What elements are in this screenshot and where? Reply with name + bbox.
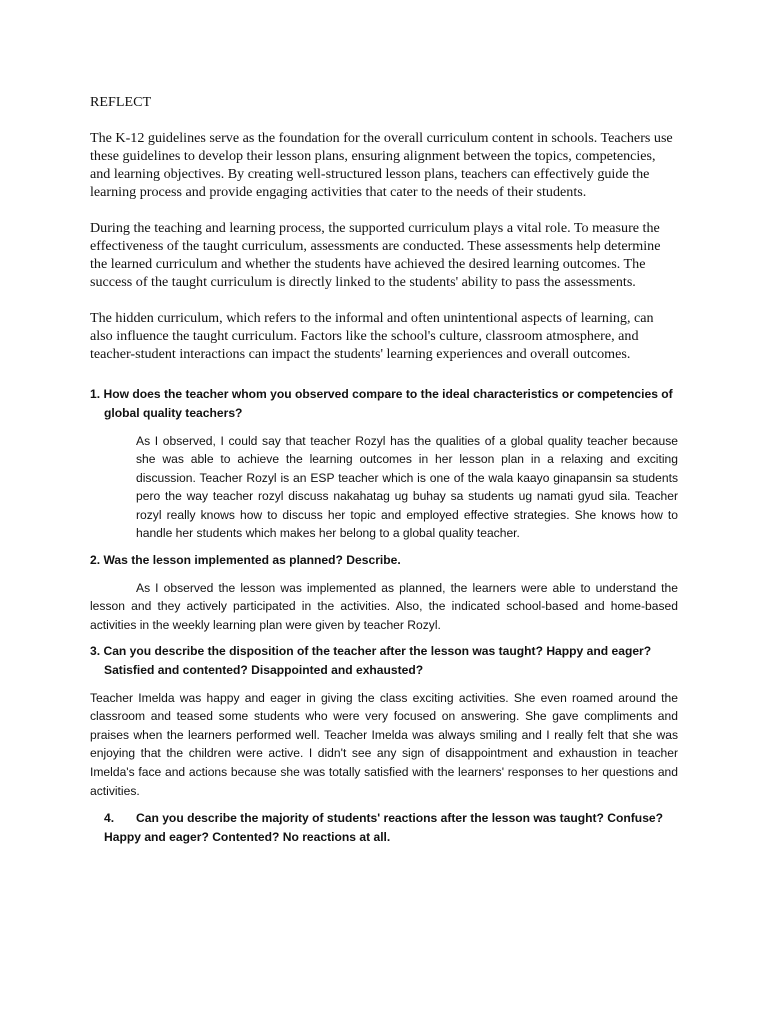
question-text: Can you describe the disposition of the teacher after the lesson was taught? Happy and eager? Satisfied and contented? Disappointed and exhausted? xyxy=(103,644,652,678)
question-3 xyxy=(90,642,678,679)
question-text: Can you describe the majority of students' reactions after the lesson was taught? Confuse? Happy and eager? Contented? No reactions at all. xyxy=(104,811,664,844)
document-page xyxy=(90,93,678,846)
question-number: 2. xyxy=(90,553,101,568)
answer-2: As I observed the lesson was implemented as planned, the learners were able to understand the lesson and they actively participated in the activities. Also, the indicated school-based and home-based activities in the weekly learning plan were given by teacher Rozyl. xyxy=(90,580,678,632)
question-number: 4. xyxy=(104,811,115,826)
question-number: 3. xyxy=(90,644,101,659)
answer-1: As I observed, I could say that teacher Rozyl has the qualities of a global quality teacher because she was able to achieve the learning outcomes in her lesson plan in a relaxing and exciting discussion. Teacher Rozyl is an ESP teacher which is one of the wala kaayo ginapansin sa students pero the way teacher rozyl discuss nakahatag ug buhay sa students ug namati gyud sila. Teacher rozyl really knows how to discuss her topic and employed effective strategies. She knows how to handle her students which makes her belong to a global quality teacher. xyxy=(136,433,678,541)
intro-paragraph-2: During the teaching and learning process, the supported curriculum plays a vital role. To measure the effectiveness of the taught curriculum, assessments are conducted. These assessments help determine the learned curriculum and whether the students have achieved the desired learning outcomes. The success of the taught curriculum is directly linked to the students' ability to pass the assessments. xyxy=(90,220,661,291)
question-1 xyxy=(90,385,678,422)
answer-3: Teacher Imelda was happy and eager in giving the class exciting activities. She even roamed around the classroom and teased some students who were very focused on answering. She gave compliments and praises when the learners performed well. Teacher Imelda was always smiling and I really felt that she was enjoying that the children were active. I didn't see any sign of disappointment and exhaustion in teacher Imelda's face and actions because she was totally satisfied with the learners' responses to her questions and activities. xyxy=(90,690,678,798)
question-number: 1. xyxy=(90,387,101,402)
question-4 xyxy=(104,809,678,846)
question-text: Was the lesson implemented as planned? Describe. xyxy=(103,553,401,568)
intro-paragraph-3: The hidden curriculum, which refers to the informal and often unintentional aspects of learning, can also influence the taught curriculum. Factors like the school's culture, classroom atmosphere, and teacher-student interactions can impact the students' learning experiences and overall outcomes. xyxy=(90,310,654,363)
question-text: How does the teacher whom you observed compare to the ideal characteristics or competencies of global quality teachers? xyxy=(103,387,673,420)
question-2 xyxy=(90,551,678,570)
question-list xyxy=(90,385,678,846)
intro-paragraph-1: The K-12 guidelines serve as the foundation for the overall curriculum content in schools. Teachers use these guidelines to develop their lesson plans, ensuring alignment between the topics, competencies, and learning objectives. By creating well-structured lesson plans, teachers can effectively guide the learning process and provide engaging activities that cater to the needs of their students. xyxy=(90,130,673,201)
page-title: REFLECT xyxy=(90,94,152,110)
